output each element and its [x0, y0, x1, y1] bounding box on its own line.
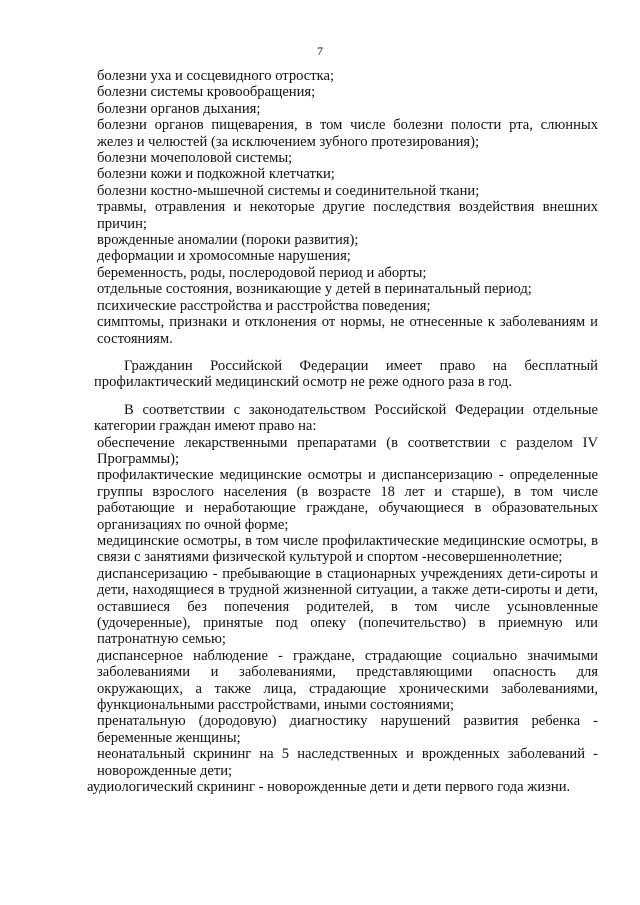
disease-item: болезни органов пищеварения, в том числе болезни полости рта, слюнных желез и челюстей (за исключением зубного протезирования); [97, 117, 598, 150]
rights-item: пренатальную (дородовую) диагностику нарушений развития ребенка - беременные женщины; [97, 713, 598, 746]
disease-item: болезни мочеполовой системы; [97, 150, 293, 167]
paragraph-checkup: Гражданин Российской Федерации имеет право на бесплатный профилактический медицинский осмотр не реже одного раза в год. [94, 357, 598, 391]
disease-item: симптомы, признаки и отклонения от нормы, не отнесенные к заболеваниям и состояниям. [97, 314, 598, 347]
disease-item: болезни органов дыхания; [97, 100, 261, 117]
document-body [87, 68, 598, 796]
disease-item: врожденные аномалии (пороки развития); [97, 232, 359, 249]
disease-item: болезни системы кровообращения; [97, 84, 316, 101]
rights-item: профилактические медицинские осмотры и диспансеризацию - определенные группы взрослого населения (в возрасте 18 лет и старше), в том числе работающие и неработающие граждане, обучающиеся в образовательных организациях по очной форме; [97, 467, 598, 533]
rights-item: диспансерное наблюдение - граждане, страдающие социально значимыми заболеваниями и заболеваниями, представляющими опасность для окружающих, а также лица, страдающие хроническими заболеваниями, функциональными расстройствами, иными состояниями; [97, 647, 598, 714]
rights-list [87, 434, 598, 796]
disease-item: болезни костно-мышечной системы и соединительной ткани; [97, 182, 480, 199]
paragraph-intro: В соответствии с законодательством Российской Федерации отдельные категории граждан имеют право на: [94, 401, 598, 435]
rights-item: аудиологический скрининг - новорожденные дети и дети первого года жизни. [87, 779, 571, 796]
rights-item: диспансеризацию - пребывающие в стационарных учреждениях дети-сироты и дети, находящиеся в трудной жизненной ситуации, а также дети-сироты и дети, оставшиеся без попечения родителей, в том числе усыновленные (удочеренные), принятые под опеку (попечительство) в приемную или патронатную семью; [97, 565, 598, 648]
rights-item: медицинские осмотры, в том числе профилактические медицинские осмотры, в связи с занятиями физической культурой и спортом -несовершеннолетние; [97, 532, 598, 566]
disease-item: беременность, роды, послеродовой период и аборты; [97, 264, 427, 281]
rights-item: неонатальный скрининг на 5 наследственных и врожденных заболеваний - новорожденные дети; [97, 746, 598, 779]
disease-item: отдельные состояния, возникающие у детей в перинатальный период; [97, 281, 532, 298]
disease-item: деформации и хромосомные нарушения; [97, 248, 351, 265]
disease-item: болезни уха и сосцевидного отростка; [97, 68, 335, 84]
disease-list [94, 68, 598, 347]
page-number: 7 [317, 44, 323, 58]
disease-item: психические расстройства и расстройства поведения; [97, 297, 431, 314]
disease-item: травмы, отравления и некоторые другие последствия воздействия внешних причин; [97, 199, 598, 232]
disease-item: болезни кожи и подкожной клетчатки; [97, 166, 335, 183]
rights-item: обеспечение лекарственными препаратами (в соответствии с разделом IV Программы); [97, 434, 598, 467]
